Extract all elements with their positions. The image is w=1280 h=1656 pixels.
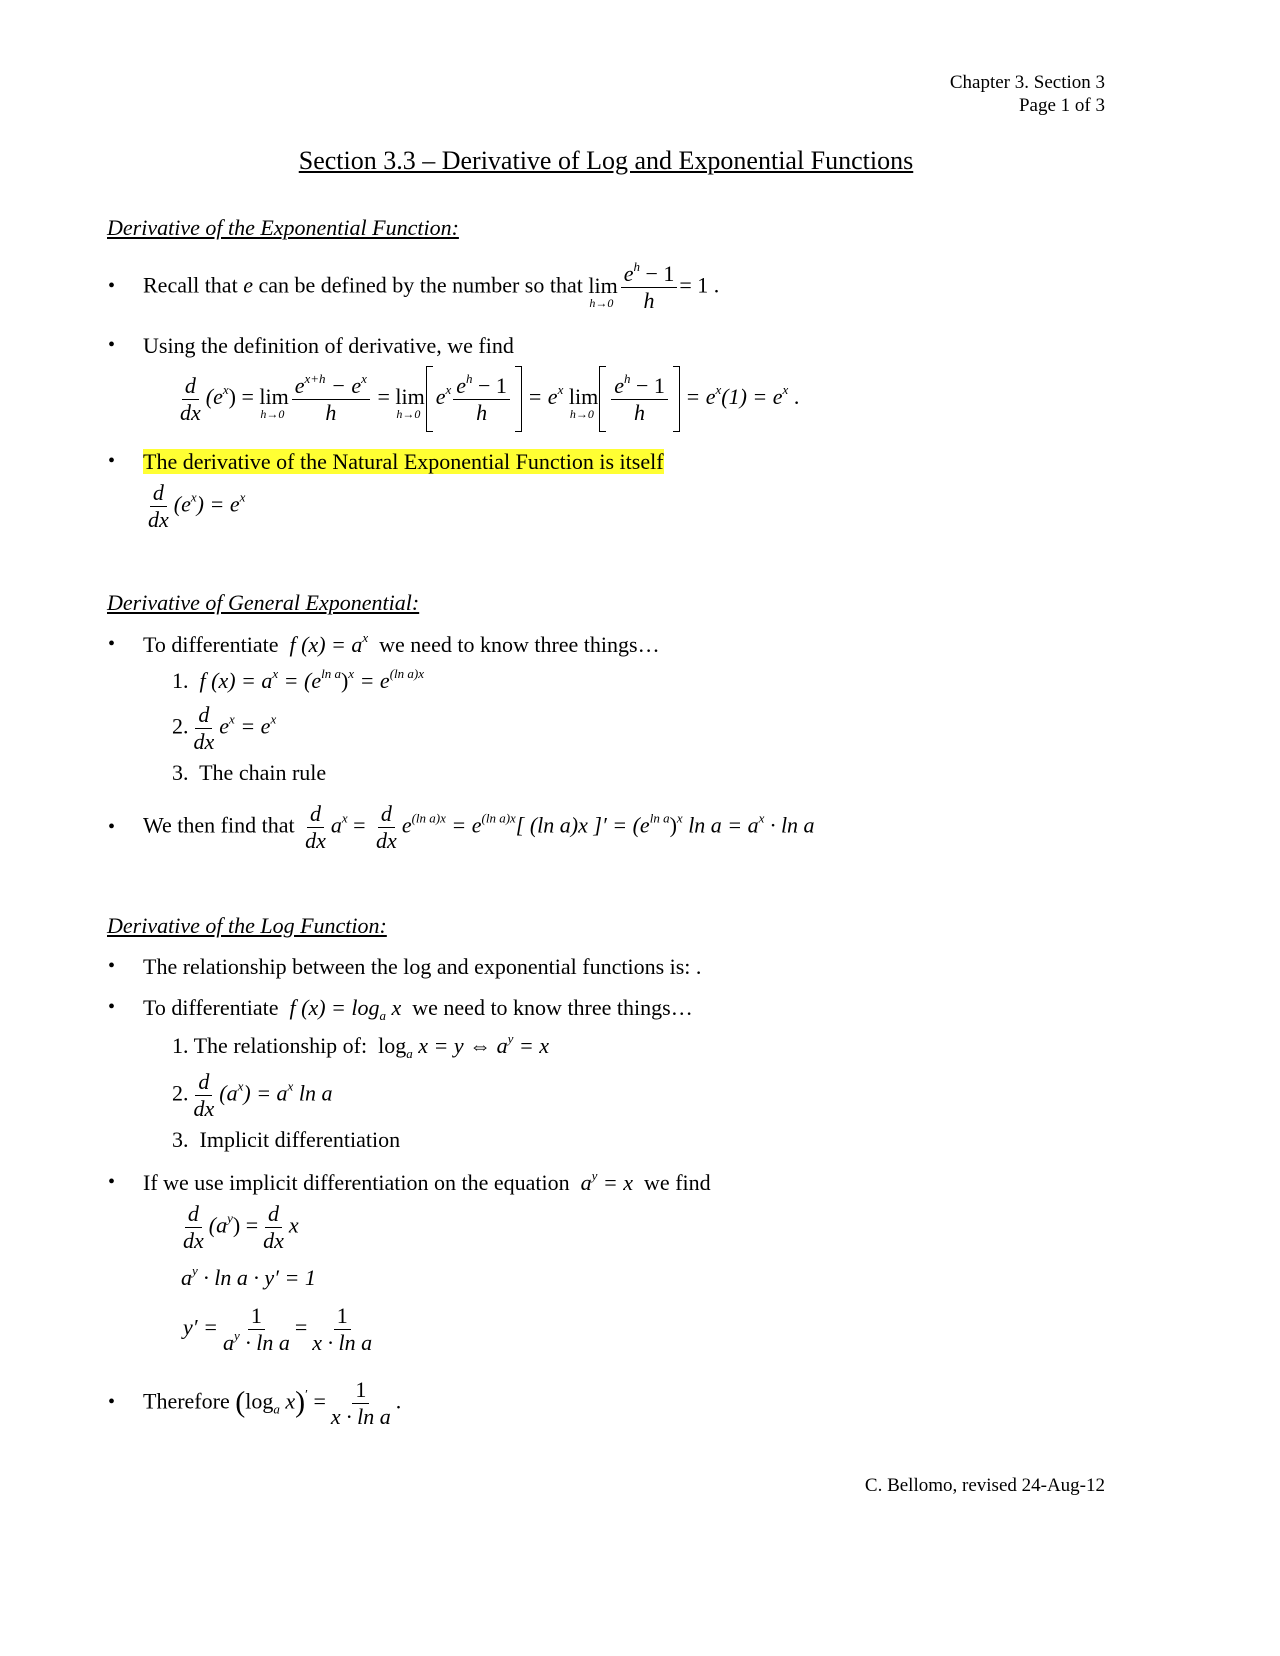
bullet: • xyxy=(108,816,116,838)
implicit-step-1: $\frac{d}{dx}$ $(a^y)$ = $\frac{d}{dx}$ x xyxy=(183,1201,299,1253)
log-list-item-1: 1. The relationship of: $\log_a x = y$ ⇔ $a^y = x$ xyxy=(172,1031,550,1061)
bullet: • xyxy=(108,334,116,356)
bullet: • xyxy=(108,1171,116,1193)
heading-log-function: Derivative of the Log Function: xyxy=(107,913,387,938)
footer-author: C. Bellomo, revised 24-Aug-12 xyxy=(864,1475,1105,1496)
bullet: • xyxy=(108,955,116,977)
bullet-recall: Recall that e can be defined by the number so that lim h→0 $\frac{e^h - 1}{h}$ = 1 . xyxy=(143,259,720,313)
equation-ex-itself: $\frac{d}{dx}$ $(e^x) = e^x$ xyxy=(148,480,246,532)
bullet-differentiate-ax: To differentiate f $(x) = a^x$ we need to know three things… xyxy=(143,630,660,657)
log-list-item-2: 2. $\frac{d}{dx}$ $(a^x) = a^x$ ln a xyxy=(172,1069,333,1121)
bullet-implicit: If we use implicit differentiation on the equation $a^y = x$ we find xyxy=(143,1168,711,1195)
bullet-definition: Using the definition of derivative, we find xyxy=(143,333,514,358)
bullet: • xyxy=(108,996,116,1018)
heading-exponential: Derivative of the Exponential Function: xyxy=(107,215,459,240)
implicit-step-3: y′ = $\frac{1}{a^y \cdot \ln a}$ = $\frac{1}{\text{x · ln a}}$ xyxy=(183,1303,373,1355)
heading-general-exponential: Derivative of General Exponential: xyxy=(107,590,420,615)
bullet-differentiate-log: To differentiate f $(x) = \log_a x$ we need to know three things… xyxy=(143,995,693,1023)
bullet: • xyxy=(108,633,116,655)
bullet-relationship: The relationship between the log and exponential functions is: . xyxy=(143,954,702,979)
log-list-item-3: 3. Implicit differentiation xyxy=(172,1127,401,1152)
page-title: Section 3.3 – Derivative of Log and Exponential Functions xyxy=(298,146,914,175)
header-chapter: Chapter 3. Section 3 xyxy=(949,72,1105,93)
implicit-step-2: $a^y \cdot \ln a \cdot y' = 1$ xyxy=(181,1263,316,1290)
highlighted-statement: The derivative of the Natural Exponential Function is itself xyxy=(143,449,664,474)
list-item-3: 3. The chain rule xyxy=(172,760,327,785)
header-page: Page 1 of 3 xyxy=(1018,95,1105,116)
list-item-2: 2. $\frac{d}{dx}$ $e^x = e^x$ xyxy=(172,702,277,754)
bullet: • xyxy=(108,1391,116,1413)
equation-general-exponential: We then find that $\frac{d}{dx}$ $a^x$ = $\frac{d}{dx}$ $e^{(ln a)x} = e^{(ln a)x}$[ (ln a)x ]′ = $(e^{ln a})^x$ $\ln a = a^x \cdot \ln a$ xyxy=(143,801,815,853)
bullet: • xyxy=(108,450,116,472)
bullet-therefore: Therefore ($\log_a$ x)′ = $\frac{1}{\text{x · ln a}}$ . xyxy=(143,1377,402,1429)
bullet: • xyxy=(108,275,116,297)
list-item-1: 1. f $(x) = a^x = (e^{ln a})^x = e^{(ln a)x}$ xyxy=(172,666,424,693)
equation-derivative-ex: $\frac{d}{dx}$ $(e^x) = \lim$ h→0 $\frac{e^{x+h} - e^x}{h}$ = lim h→0 $e^x$ $\frac{e^h - 1}{h}$ = $e^x$ lim h→0 $\frac{e^h - 1}{h}$ = $e^x(1) = e^x$ . xyxy=(175,366,799,432)
